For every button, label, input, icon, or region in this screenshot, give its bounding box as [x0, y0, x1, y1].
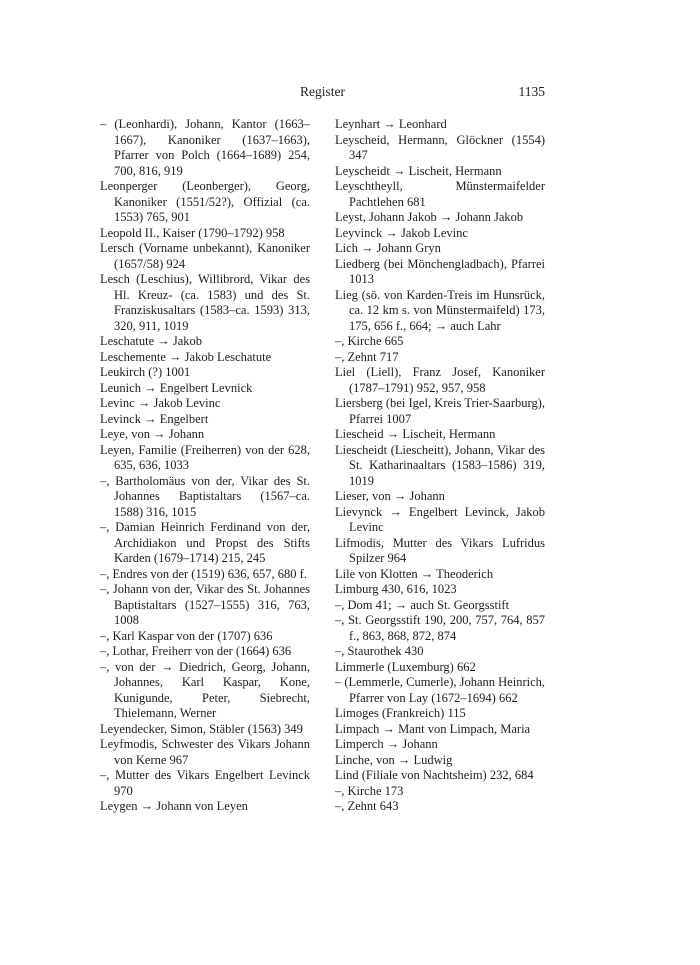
index-entry: Leyfmodis, Schwester des Vikars Johann von Kerne 967 [100, 737, 310, 767]
index-entry: Liescheid → Lischeit, Hermann [335, 427, 496, 441]
index-entry: Lersch (Vorname unbekannt), Kanoniker (1657/58) 924 [100, 241, 310, 271]
index-entry: Leye, von → Johann [100, 427, 205, 441]
index-entry: –, St. Georgsstift 190, 200, 757, 764, 857 f., 863, 868, 872, 874 [335, 613, 545, 643]
page-number: 1135 [518, 84, 545, 99]
index-entry: Linche, von → Ludwig [335, 752, 453, 767]
index-entry: –, Dom 41; → auch St. Georgsstift [335, 597, 510, 612]
index-entry: Leopold II., Kaiser (1790–1792) 958 [100, 225, 285, 240]
index-entry: –, von der → Diedrich, Georg, Johann, Johannes, Karl Kaspar, Kone, Kunigunde, Peter, Siebrecht, Thielemann, Werner [100, 659, 310, 720]
index-entry: Liel (Liell), Franz Josef, Kanoniker (1787–1791) 952, 957, 958 [335, 365, 545, 395]
index-entry: Levinck → Engelbert [100, 411, 209, 426]
index-entry: –, Lothar, Freiherr von der (1664) 636 [100, 644, 292, 658]
index-entry: Leschemente → Jakob Leschatute [100, 349, 272, 364]
index-entry: Lieser, von → Johann [335, 489, 445, 503]
index-entry: Lievynck → Engelbert Levinck, Jakob Levinc [335, 504, 545, 534]
index-entry: Limmerle (Luxemburg) 662 [335, 659, 476, 674]
index-entry: Leonperger (Leonberger), Georg, Kanoniker (1551/52?), Offizial (ca. 1553) 765, 901 [100, 179, 310, 224]
index-entry: – (Lemmerle, Cumerle), Johann Heinrich, Pfarrer von Lay (1672–1694) 662 [335, 675, 545, 705]
index-entry: Liersberg (bei Igel, Kreis Trier-Saarburg), Pfarrei 1007 [335, 396, 545, 426]
index-entry: –, Mutter des Vikars Engelbert Levinck 970 [100, 768, 310, 798]
index-entry: Leyen, Familie (Freiherren) von der 628, 635, 636, 1033 [100, 442, 310, 472]
index-entry: Limburg 430, 616, 1023 [335, 582, 457, 596]
index-entry: –, Zehnt 643 [335, 799, 399, 813]
index-entry: – (Leonhardi), Johann, Kantor (1663–1667), Kanoniker (1637–1663), Pfarrer von Polch (1664–1689) 254, 700, 816, 919 [100, 117, 310, 178]
index-entry: Leyvinck → Jakob Levinc [335, 225, 468, 240]
index-entry: –, Kirche 665 [335, 334, 404, 348]
running-title: Register [300, 84, 345, 99]
index-entry: –, Bartholomäus von der, Vikar des St. Johannes Baptistaltars (1567–ca. 1588) 316, 1015 [100, 473, 310, 519]
index-entry: Limoges (Frankreich) 115 [335, 706, 466, 720]
index-entry: Leynhart → Leonhard [335, 117, 447, 131]
index-entry: Lich → Johann Gryn [335, 241, 441, 255]
index-entry: Leygen → Johann von Leyen [100, 799, 248, 813]
index-entry: Leyst, Johann Jakob → Johann Jakob [335, 210, 524, 224]
index-entry: Liescheidt (Liescheitt), Johann, Vikar des St. Katharinaaltars (1583–1586) 319, 1019 [335, 442, 545, 488]
index-entry: –, Karl Kaspar von der (1707) 636 [100, 628, 273, 643]
index-entry: Liedberg (bei Mönchengladbach), Pfarrei 1013 [335, 256, 545, 286]
index-entry: Leyscheidt → Lischeit, Hermann [335, 163, 502, 178]
index-entry: Leunich → Engelbert Levnick [100, 380, 253, 395]
page-header [100, 84, 545, 104]
index-entry: Limperch → Johann [335, 737, 438, 751]
index-entry: –, Staurothek 430 [335, 644, 424, 658]
index-entry: –, Damian Heinrich Ferdinand von der, Archidiakon und Propst des Stifts Karden (1679–1714) 215, 245 [100, 520, 310, 565]
index-entry: –, Johann von der, Vikar des St. Johannes Baptistaltars (1527–1555) 316, 763, 1008 [100, 582, 310, 627]
index-entry: Lesch (Leschius), Willibrord, Vikar des Hl. Kreuz- (ca. 1583) und des St. Franziskusaltars (1583–ca. 1593) 313, 320, 911, 1019 [100, 272, 310, 333]
index-entry: Lieg (sö. von Karden-Treis im Hunsrück, ca. 12 km s. von Münstermaifeld) 173, 175, 656 f., 664; → auch Lahr [335, 287, 545, 333]
index-entry: Leschatute → Jakob [100, 334, 203, 348]
index-entry: Levinc → Jakob Levinc [100, 396, 221, 410]
right-column [335, 117, 545, 815]
index-entry: Limpach → Mant von Limpach, Maria [335, 721, 531, 736]
index-entry: Leukirch (?) 1001 [100, 365, 191, 379]
index-entry: –, Zehnt 717 [335, 349, 399, 364]
index-entry: Leyendecker, Simon, Stäbler (1563) 349 [100, 721, 303, 736]
left-column [100, 117, 310, 815]
index-entry: –, Kirche 173 [335, 783, 404, 798]
index-entry: Lile von Klotten → Theoderich [335, 566, 494, 581]
index-entry: Lind (Filiale von Nachtsheim) 232, 684 [335, 768, 534, 782]
index-entry: –, Endres von der (1519) 636, 657, 680 f. [100, 566, 307, 581]
index-entry: Leyscheid, Hermann, Glöckner (1554) 347 [335, 132, 545, 162]
index-entry: Lifmodis, Mutter des Vikars Lufridus Spilzer 964 [335, 535, 545, 565]
index-entry: Leyschtheyll, Münstermaifelder Pachtlehen 681 [335, 179, 545, 209]
